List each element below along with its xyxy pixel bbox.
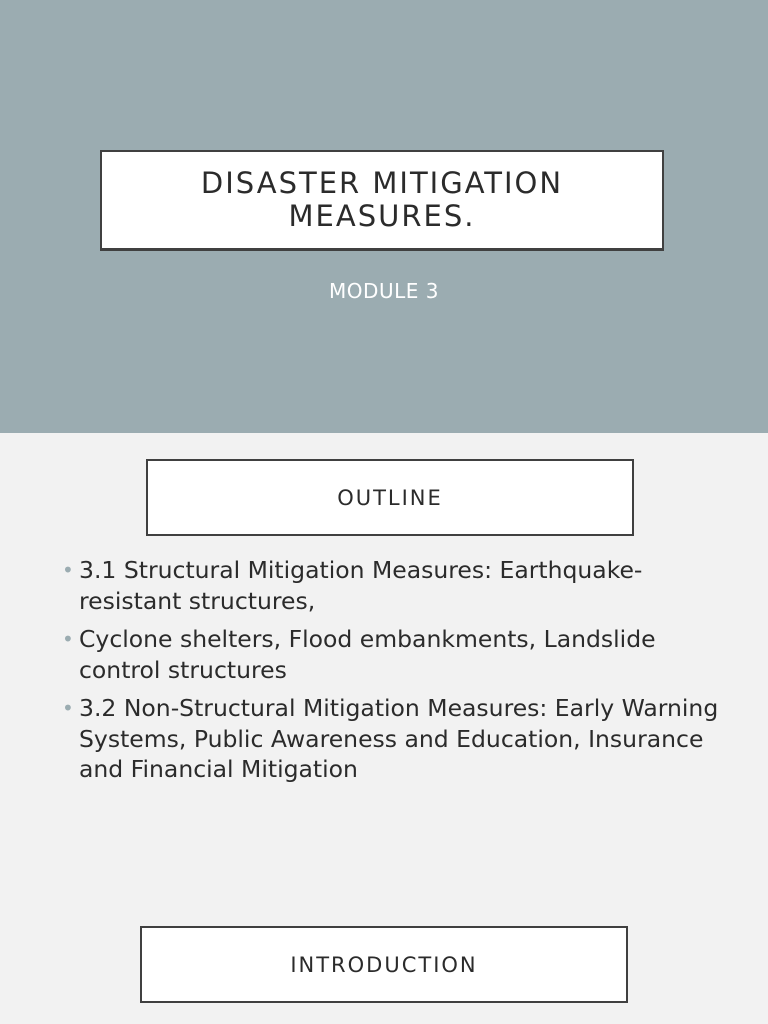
bullet-dot-icon: • (62, 627, 74, 651)
bullet-dot-icon: • (62, 696, 74, 720)
outline-heading: OUTLINE (337, 485, 443, 510)
bullet-text: Cyclone shelters, Flood embankments, Landslide control structures (79, 625, 656, 684)
bullet-text: 3.2 Non-Structural Mitigation Measures: Early Warning Systems, Public Awareness and Education, Insurance and Financial Mitigation (79, 694, 719, 783)
introduction-slide (0, 895, 768, 1024)
bullet-text: 3.1 Structural Mitigation Measures: Earthquake-resistant structures, (79, 556, 643, 615)
outline-heading-box (146, 459, 634, 536)
introduction-heading: INTRODUCTION (290, 952, 478, 977)
bullet-dot-icon: • (62, 558, 74, 582)
bullet-item (60, 624, 720, 685)
bullet-item (60, 693, 720, 785)
title-box (100, 150, 664, 251)
outline-slide (0, 433, 768, 895)
title-slide (0, 0, 768, 433)
outline-bullet-list (60, 555, 720, 793)
slide-title: DISASTER MITIGATION MEASURES. (200, 166, 564, 233)
bullet-item (60, 555, 720, 616)
slide-subtitle: MODULE 3 (329, 279, 439, 303)
introduction-heading-box (140, 926, 628, 1003)
